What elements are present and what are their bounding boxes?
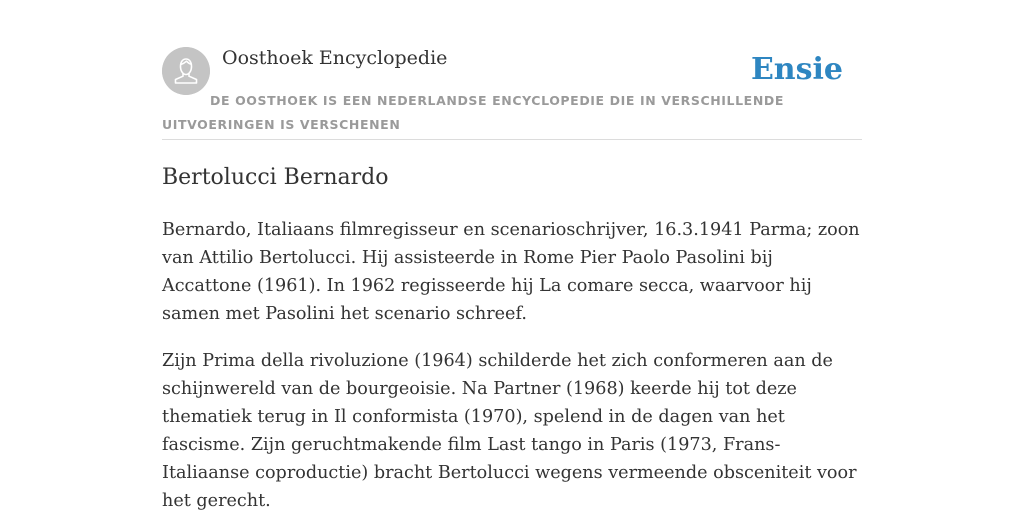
article-title: Bertolucci Bernardo <box>162 165 389 190</box>
brand-logo[interactable]: Ensie <box>750 52 843 87</box>
article-paragraph: Zijn Prima della rivoluzione (1964) schilderde het zich conformeren aan de schijnwereld van de bourgeoisie. Na Partner (1968) keerde hij tot deze thematiek terug in Il conformista (1970), spelend in de dagen van het fascisme. Zijn geruchtmakende film Last tango in Paris (1973, Frans-Italiaanse coproductie) bracht Bertolucci wegens vermeende obsceniteit voor het gerecht. <box>162 351 857 511</box>
header <box>162 0 862 140</box>
user-avatar-icon[interactable] <box>162 47 210 95</box>
article-paragraph: Bernardo, Italiaans filmregisseur en scenarioschrijver, 16.3.1941 Parma; zoon van Attilio Bertolucci. Hij assisteerde in Rome Pier Paolo Pasolini bij Accattone (1961). In 1962 regisseerde hij La comare secca, waarvoor hij samen met Pasolini het scenario schreef. <box>162 220 860 324</box>
content-container <box>162 0 862 511</box>
source-description: DE OOSTHOEK IS EEN NEDERLANDSE ENCYCLOPEDIE DIE IN VERSCHILLENDE UITVOERINGEN IS VERSCHENEN <box>162 93 784 132</box>
source-title[interactable]: Oosthoek Encyclopedie <box>222 47 448 69</box>
